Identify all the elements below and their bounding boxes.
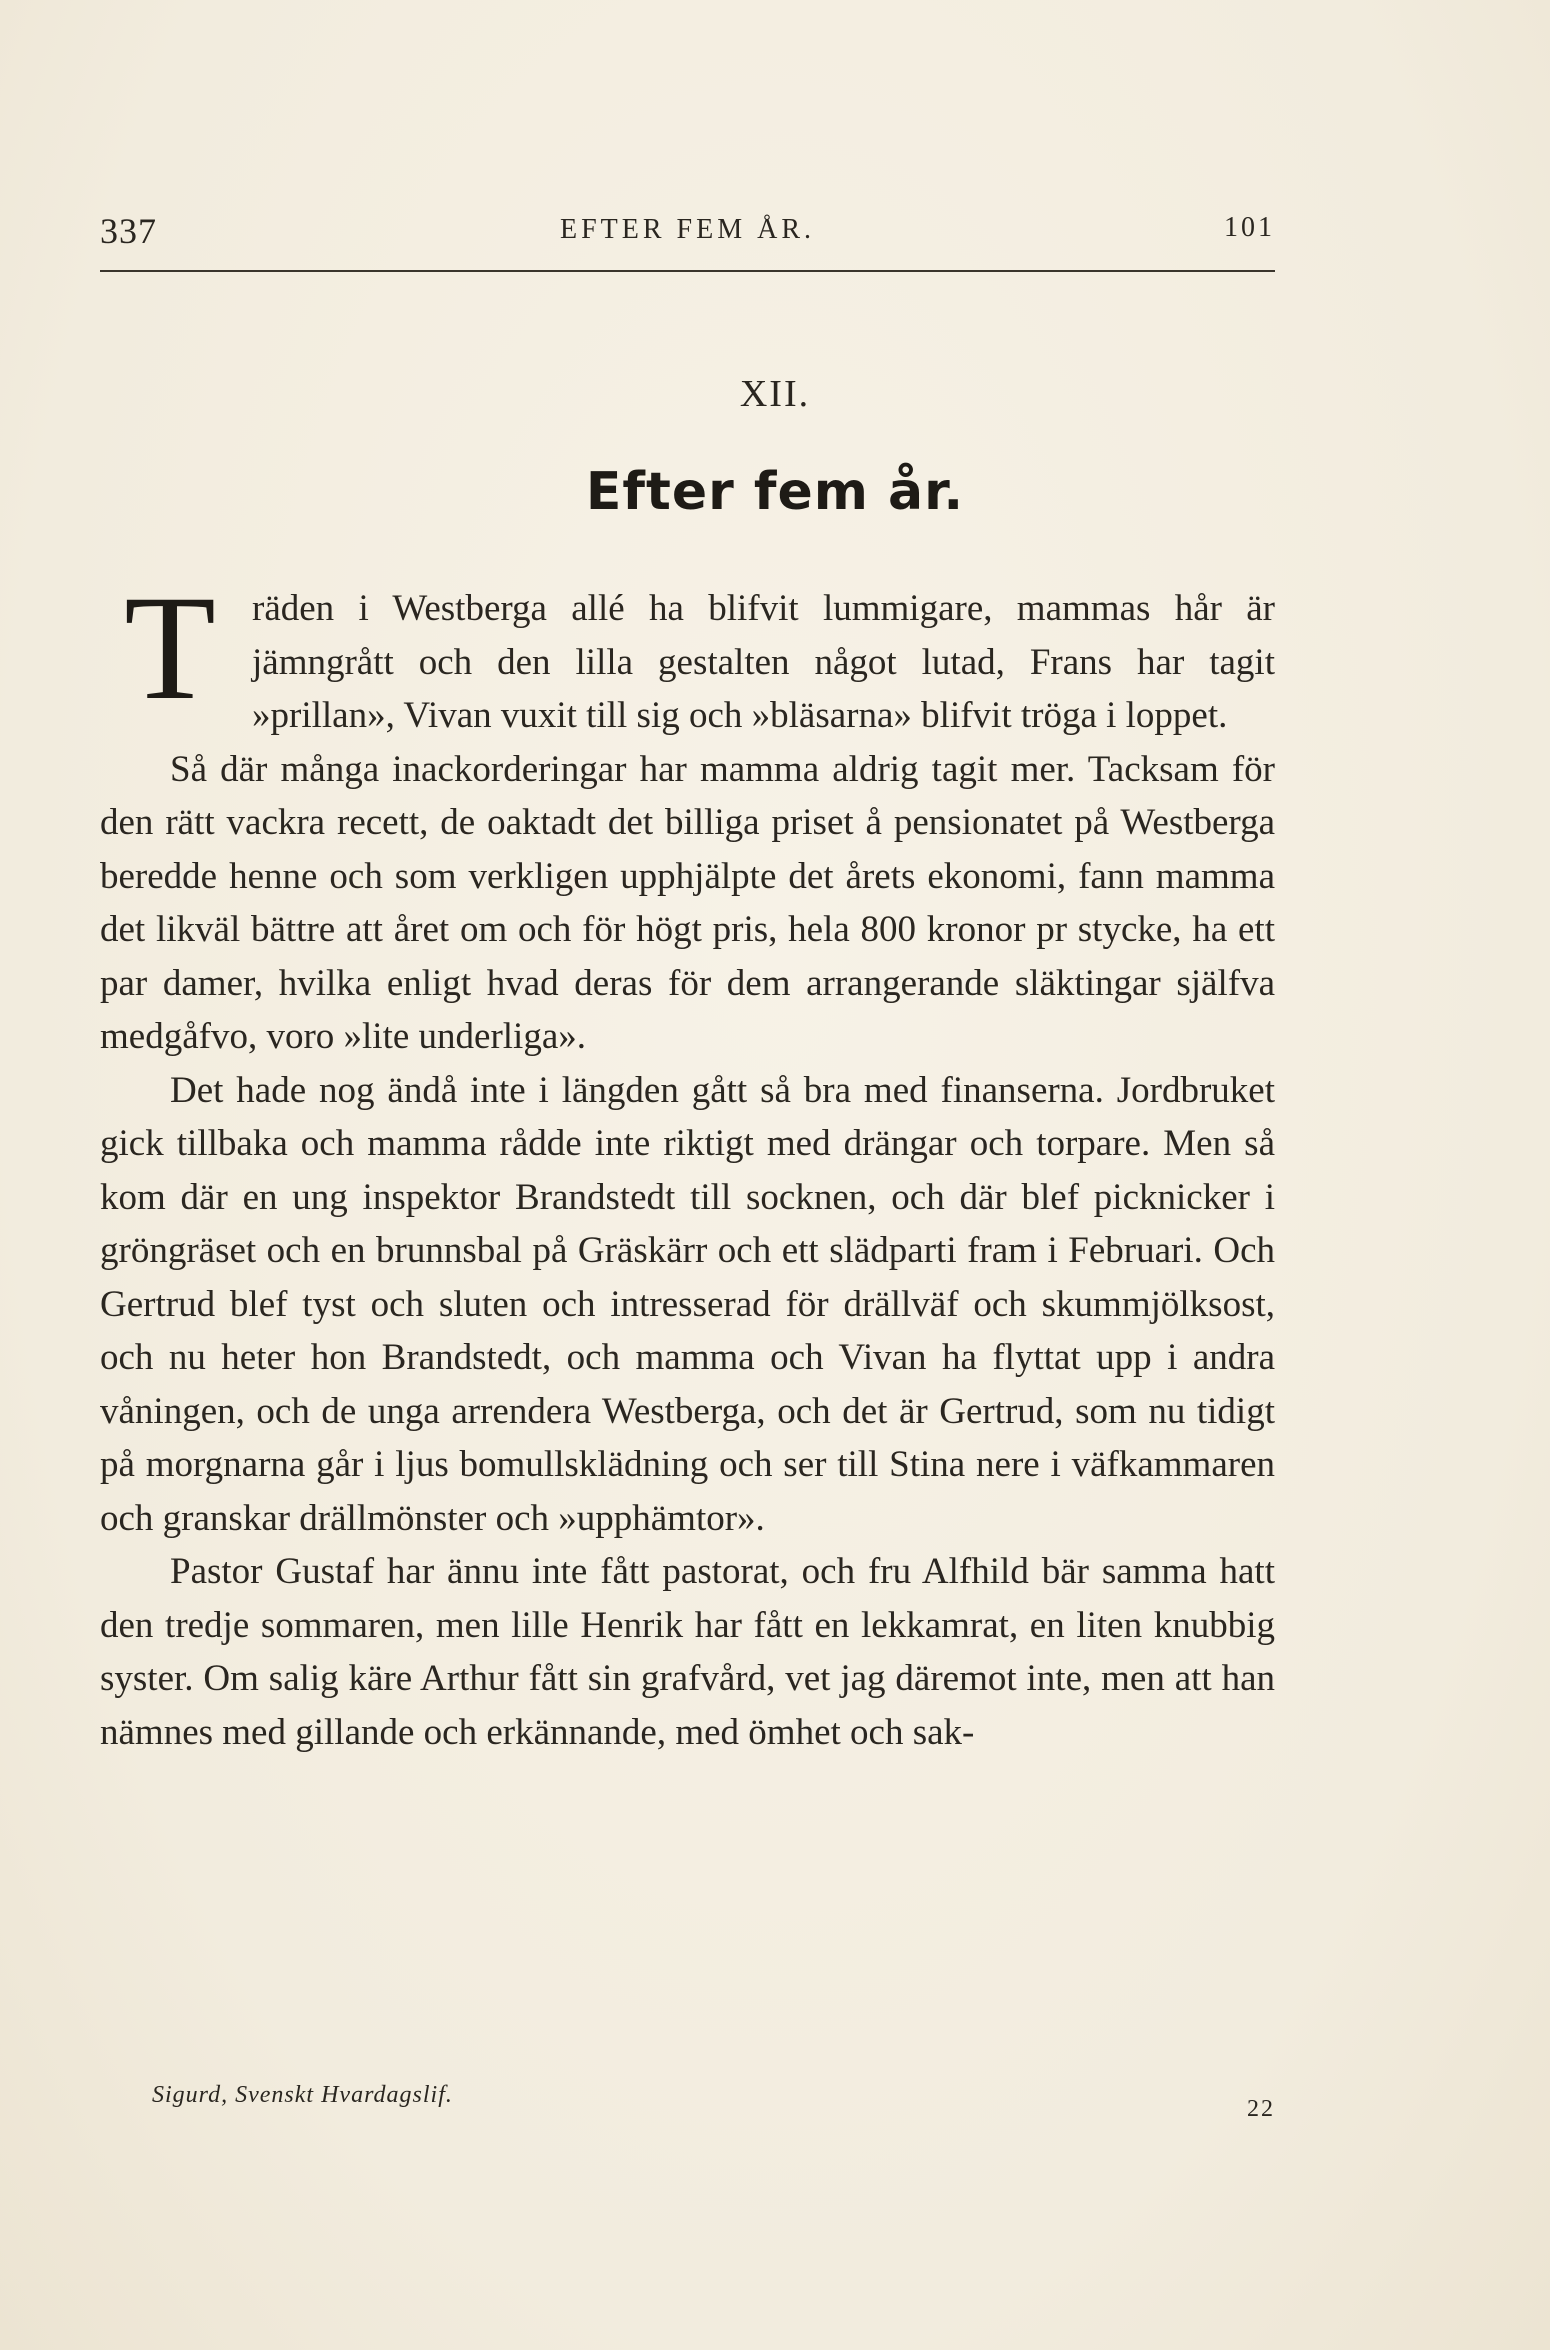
paragraph-2: Så där många inackorderingar har mamma aldrig tagit mer. Tacksam för den rätt vackra recett, de oaktadt det billiga priset å pensionatet på Westberga beredde henne och som verkligen upphjälpte det årets ekonomi, fann mamma det likväl bättre att året om och för högt pris, hela 800 kronor pr stycke, ha ett par damer, hvilka enligt hvad deras för dem arrangerande släktingar själfva medgåfvo, voro »lite underliga». <box>100 748 1275 1057</box>
drop-cap: T <box>124 565 216 731</box>
page-number-left: 337 <box>100 211 157 251</box>
body-text <box>100 565 1275 1759</box>
sheet-number: 22 <box>1247 2096 1275 2122</box>
chapter-number: XII. <box>739 373 811 415</box>
paragraph-4: Pastor Gustaf har ännu inte fått pastorat, och fru Alfhild bär samma hatt den tredje sommaren, men lille Henrik har fått en lekkamrat, en liten knubbig syster. Om salig käre Arthur fått sin grafvård, vet jag däremot inte, men att han nämnes med gillande och erkännande, med ömhet och sak- <box>100 1551 1275 1753</box>
paragraph-3: Det hade nog ändå inte i längden gått så bra med finanserna. Jordbruket gick tillbaka och mamma rådde inte riktigt med drängar och torpare. Men så kom där en ung inspektor Brandstedt till socknen, och där blef picknicker i gröngräset och en brunnsbal på Gräskärr och ett slädparti fram i Februari. Och Gertrud blef tyst och sluten och intresserad för drällväf och skummjölksost, och nu heter hon Brandstedt, och mamma och Vivan ha flyttat upp i andra våningen, och de unga arrendera Westberga, och det är Gertrud, som nu tidigt på morgnarna går i ljus bomullsklädning och ser till Stina nere i väfkammaren och granskar drällmönster och »upphämtor». <box>100 1069 1275 1539</box>
page-footer <box>100 2082 1275 2132</box>
signature-line: Sigurd, Svenskt Hvardagslif. <box>152 2082 453 2108</box>
paragraph-1-text: räden i Westberga allé ha blifvit lummigare, mammas hår är jämngrått och den lilla gestalten något lutad, Frans har tagit »prillan», Vivan vuxit till sig och »bläsarna» blifvit tröga i loppet. <box>252 588 1275 736</box>
page-number-right: 101 <box>1224 212 1275 243</box>
paragraph-1 <box>100 565 1275 743</box>
running-title: EFTER FEM ÅR. <box>559 214 816 245</box>
header-rule <box>100 270 1275 272</box>
chapter-title: Efter fem år. <box>585 462 965 522</box>
running-head <box>100 210 1275 260</box>
